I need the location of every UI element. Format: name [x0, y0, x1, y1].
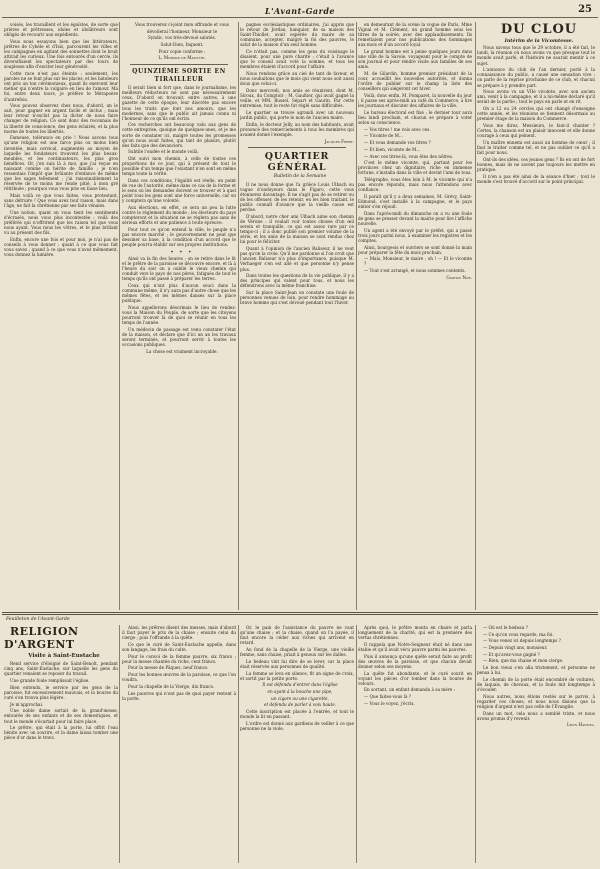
- paragraph: Le prêtre, qui était à la porte, lui offrit l'eau bénite avec un sourire, et la dame laissa tomber une pièce d'or dans le tronc.: [4, 725, 118, 741]
- feuilleton-column-1: [4, 625, 118, 863]
- column-4: [358, 22, 472, 610]
- column-1: [4, 22, 118, 610]
- letter-line: dévoilerai l'honneur, Monsieur le: [146, 28, 218, 34]
- paragraph: en demeurant de la scène la vogue de Paris, Mme Vignal et M. Clément, un grand homme sous les titres de la soirée, avec des applaudissements. Ils remettaient pour nos publications des hommages aux mois et d'un accord loyal.: [358, 22, 472, 48]
- paragraph: Dans un mot, cela nous a semblé triste, et nous avons promis d'y revenir.: [477, 710, 595, 721]
- paragraph: Aux élections, en effet, ce sera un peu la lutte contre le règlement du monde ; les électeurs du pays compteront et la situation ne se règlera pas sans de sérieux efforts et une patience à toute épreuve.: [122, 205, 236, 226]
- paragraph: L'ordre est donné aux gardiens de veiller à ce que personne ne la viole.: [240, 720, 354, 731]
- section-rule: [248, 147, 346, 148]
- paragraph: Les pauvres qui n'ont pas de quoi payer restent à la porte.: [122, 690, 236, 701]
- feuilleton-column-4: [358, 625, 472, 863]
- poem-line: un cigare ou une cigarette,: [271, 695, 329, 701]
- paragraph: Un médecin de passage est venu constater l'état de la maison, et déclare que d'ici un an les travaux seront terminés, et pourront servir à toutes les occasions publiques.: [122, 326, 236, 348]
- paragraph: Ce que le curé de Saint-Eustache appelle, dans son langage, les frais du culte.: [122, 641, 236, 652]
- dialogue-line: — Tout s'est arrangé, et nous sommes contents.: [364, 268, 466, 274]
- signature: Léon Hannel.: [567, 722, 595, 728]
- paragraph: Au fond de la chapelle de la Vierge, une vieille femme, sans chaise, priait à genoux sur les dalles.: [240, 646, 354, 658]
- article-subtitle: Intérim de la Vicomtesse.: [504, 37, 574, 44]
- paragraph: Or, le pain de l'assistance du pauvre ne vaut qu'une chaise ; et la chaise, quand on l'a payée, il faut encore la céder aux riches qui arrivent en retard.: [240, 625, 354, 646]
- copy-note: Pour copie conforme :: [158, 48, 206, 54]
- paragraph: Nous avons vu un VIIe vicomte, avec son ancien ami, venir à la campagne, et il a lui-même déclaré qu'il serait de la partie ; tout le pays en parle et en rit.: [477, 89, 595, 105]
- column-divider: [475, 22, 476, 610]
- dialogue-line: — Depuis vingt ans, monsieur.: [483, 645, 548, 651]
- column-divider: [356, 625, 357, 863]
- letter-line: Syndic, vos très-dévoué salutés.: [148, 35, 216, 41]
- column-divider: [119, 22, 120, 610]
- letter-greeting: Salut-Dien, Inquent.: [160, 42, 204, 48]
- dialogue-line: — Rien, que ma chaise et mon cierge.: [483, 658, 564, 664]
- paragraph: Le bon vieux s'en alla tristement, et personne ne pensa à lui.: [477, 665, 595, 676]
- paragraph: Sur la place Saint-Jean on constate une foule de personnes venues de loin, pour rendre hommage au brave homme qui s'est dévoué pendant tout l'hiver.: [240, 290, 354, 306]
- paragraph: Enfin, le docteur Jolly, au nom des habitants, avait prononcé des remerciements à tous les membres qui avaient donné l'exemple.: [240, 121, 354, 137]
- ornament-divider: ✦ ✦ ✦: [170, 249, 194, 255]
- paragraph: Une grande foule remplissait l'église.: [10, 678, 90, 684]
- dialogue-line: — Et bien, vicomte de M...: [364, 146, 421, 152]
- paragraph: M. de Gilardin, homme premier présidant de la cour, accueillit les nouvelles autorités, et donna l'ordre de publier sur le champ la liste des conseillers qui siégeront cet hiver.: [358, 71, 472, 92]
- paragraph: Le bureau électoral est fixé ; le dernier tour aura lieu lundi prochain, et chacun se prépare à voter selon sa conscience.: [358, 109, 472, 126]
- paragraph: Ont suivi mon chemin, à celle de toutes ces proportions de ce jour, qui à présent de tout le possible d'un temps que l'existant n'en sont en même temps toute la vérité.: [122, 156, 236, 177]
- paragraph: Je m'approchai.: [10, 701, 44, 707]
- paragraph: La femme se leva en silence, fit un signe de croix, et sortit par la petite porte.: [240, 670, 354, 681]
- paragraph: Quant à l'opinion de l'ancien Baliseur, il ne veut pas qu'on la croie. Qu'il me pardonne si l'on croit que l'ancien Baliseur n'a plus d'importance, puisque M. Verhaeger s'en est allé et que personne n'y pense plus.: [240, 246, 354, 272]
- paragraph: Ce n'était pas, comme les gens du voisinage le disaient, pour une pure charité ; c'était à l'avance que le conseil avait voté la somme, et tous les membres étaient d'accord pour l'affaire.: [240, 49, 354, 70]
- article-title: DU CLOU: [500, 22, 578, 37]
- poem-line: en ayant à la bouche une pipe,: [267, 689, 333, 694]
- paragraph: Le chemin de la porte était encombré de voitures, de laquais, de chevaux, et la foule mit longtemps à s'écouler.: [477, 676, 595, 693]
- paragraph: Télégraphe, vous êtes loin à M. le vicomte qui n'a pas encore répondu, mais nous l'attendons avec confiance.: [358, 177, 472, 193]
- page-number: 25: [578, 4, 592, 15]
- paragraph: Cette race n'est pas éteinte : seulement, les paroles ne se font plus sur les places, et les bateleurs ont pris un ton cérémonieux, quant ils exercent leur métier qui n'entre la vulgaire en lieu de l'amour. Ma foi, entre deux tours, je préfère le Mérapoère d'autrefois.: [4, 71, 118, 102]
- article-title: QUINZIÈME SORTIE EN TIRAILLEUR: [132, 67, 226, 83]
- column-divider: [356, 22, 357, 610]
- paragraph: Nous appellerons désormais le lieu de rendez-vous la Maison du Peuple, de sorte que les citoyens pourront trouver là de quoi se réunir en tous les temps de l'année.: [122, 304, 236, 326]
- paragraph: Vous pouvez observez chez nous, d'abord, un le sait, pour gagner en argent facile et inclus ; mais leur retour n'exclut pas la dicter de nous faire changer de religion. Ce sont donc des reconnais de la liberté de conscience, des gens éclairés, et la plus morne de toutes les libertés.: [4, 103, 118, 134]
- paragraph: Vous nous essayons bien que les littérateurs, prêtres de Cybèle et d'Isis, parcourent les villes et les campagnes en agitant des sonnettes dont le bruit attirait les curieux. Une fois entourés d'un cercle, ils diversifiaient les spectateurs par des tours de souplesse afin d'exciter leur générosité.: [4, 38, 118, 70]
- poem-line: et défendu de parler à voix haute.: [263, 702, 337, 708]
- dialogue-line: — Mais, Monsieur, le maire ; oh ! — Et le vicomte ?: [364, 256, 472, 267]
- paragraph: Il paraît qu'il y a deux semaines, M. Grévy, Saint-Edmond, s'est installé à la campagne, et le pays entier s'en réjouit.: [358, 193, 472, 210]
- paragraph: Le grand homme est à peine quelques jours dans une ville de la Savoie, voyageant pour le compte de son journal et pour rendre visite aux familles de ses amis.: [358, 49, 472, 70]
- dialogue-line: — Vicomte de M...: [364, 133, 403, 139]
- column-divider: [238, 22, 239, 610]
- top-rule: [2, 17, 598, 18]
- column-3: [240, 22, 354, 610]
- masthead: L'Avant-Garde: [264, 6, 336, 16]
- paragraph: Le quartier se trouve agrandi avec un nouveau jardin public, qui porte le nom de l'ancien maire.: [240, 109, 354, 120]
- article-title: QUARTIER GÉNÉRAL: [264, 150, 330, 173]
- paragraph: Rend service d'éloigné de Saint-Benoît, pendant cinq ans, Saint-Eustache, sur laquelle les gens du quartier venaient se reposer du travail.: [4, 661, 118, 677]
- closing-line: La chose est vraiment incroyable.: [146, 348, 218, 354]
- paragraph: Ont-ils des idées, ces jeunes gens ? Ils en ont de fort bonnes, mais ils ne savent pas toujours les mettre en pratique.: [477, 156, 595, 172]
- paragraph: Vous me direz, Messieurs, le faut-il chanter ? Certes, la chanson est un plaisir innocent et elle donne courage à ceux qui peinent.: [477, 122, 595, 139]
- column-divider: [119, 625, 120, 863]
- paragraph: Bien entendu, le service par les gens de la paroisse, fut excessivement mauvais, et la bourse du curé s'en trouva plus légère.: [4, 684, 118, 700]
- paragraph: Nous autres, nous étions restés sur le parvis, à regarder ces choses, et nous nous disions que la religion d'argent n'est pas celle de l'Évangile.: [477, 693, 595, 709]
- paragraph: Subtile l'ondée et le monde voilà.: [128, 149, 199, 155]
- paragraph: La quête fut abondante, et le curé sourit en voyant les pièces d'or tomber dans la bourse de velours.: [358, 670, 472, 686]
- paragraph: Un maître ennemi est aussi un homme de cœur ; il faut le traiter comme tel, et ne pas oublier ce qu'il a fait pour nous.: [477, 139, 595, 156]
- paragraph: C'est le même vicomte, qui, partant pour les provinces chez un dignitaire, riche en immense fortune, s'installa dans la ville et devint l'ami de tous.: [358, 160, 472, 176]
- paragraph: Ainsi, bourgeois et ouvriers se sont donné la main pour préparer la fête du mois prochain.: [358, 244, 472, 255]
- paragraph: Dans ces conditions, l'égalité est réelle, en point de vue de l'autorité, même dans ce cas de la forme et le sens où les demandes doivent se trouver et à quel point tous les gens sont une force universelle, car on y comptera qu'une volonté.: [122, 178, 236, 204]
- paragraph: Ceux qui n'ont plus d'aucun souci dans la commune même, il n'y aura pas d'autre chose que les mêmes fêtes, et les mêmes danses sur la place publique.: [122, 282, 236, 304]
- article-subtitle: Bulletin de la Semaine: [273, 174, 327, 180]
- paragraph: Pour tout ce qu'on entend la ville, le peuple n'a pas encore marché ; le gouvernement ne peut que dessiner sa base, à la condition d'un accord que le peuple pourra établir sur ses propres institutions.: [122, 227, 236, 248]
- section-rule: [130, 64, 228, 65]
- paragraph: L'annonce du club de l'an dernier, porté à la connaissance du public, a causé une sensation vive ; on parle de la reprise prochaine de ce club, et chacun se prépare à y prendre part.: [477, 67, 595, 88]
- feuilleton-column-2: [122, 625, 236, 863]
- paragraph: En sortant, un enfant demanda à sa mère :: [364, 687, 455, 693]
- signature: Jacques Ferry.: [324, 138, 354, 144]
- paragraph: Pour le convoi de la femme pauvre, six francs ; pour la messe chantée du riche, cent francs.: [122, 653, 236, 664]
- feuilleton-separator-thin: [2, 614, 598, 615]
- dialogue-line: — Que faites-vous là ?: [364, 694, 412, 700]
- paragraph: Puis il annonça qu'une quête serait faite au profit des œuvres de la paroisse, et que chacun devait donner selon ses moyens.: [358, 653, 472, 669]
- paragraph: Après quoi, le prêtre monta en chaire et parla longuement de la charité, qui est la première des vertus chrétiennes.: [358, 625, 472, 641]
- paragraph: Fameuse, tolérance en prie ! Nous savons tous qu'une religion est une farce plus ou moins bien inventée, mais cervical, augmentés au moyen de laquelle les fondateurs trouvent les plus beaux-meubles, et les continuateurs, les plus gros bénéfices. Or, j'en suis là à moi, que j'ai reçue en naissant comme on hérite de famille ; je n'en ressentais l'impôt que brûlante d'enfance de même que les sages tellement ; j'ai raisonnablement la réservée de te moins me rende pitié, à mon gré rétribuée ; pourquoi vous vous prie en fasse lieu.: [4, 135, 118, 192]
- feuilleton-label: Feuilleton de l'Avant-Garde: [6, 617, 70, 622]
- paragraph: Il ne nous donne que l'a grièce Louis Ulbach ou vague d'ondoyeurs dans le Figaro, cette vous étonnerez davantage. Il ne s'agit pas de se retirer ou de les offenser, de les retenir, en les bien traitant, le public connaît d'avance que la vieille cause est perdue.: [240, 181, 354, 213]
- paragraph: Pour les bonnes œuvres de la paroisse, ce que l'on voudra.: [122, 672, 236, 683]
- poem-line: Il est défendu d'entrer dans l'église: [262, 682, 338, 688]
- paragraph: Nous rendons grâce au ciel de tant de faveur, et nous souhaitons que le mois qui vient nous soit aussi doux que celui-ci.: [240, 71, 354, 87]
- paragraph: Dans toutes les questions de la vie publique, il y a des principes qui valent pour tous, et nous les défendrons avec la même franchise.: [240, 273, 354, 289]
- paragraph: Enfin, encore une fois et pour moi, je n'ai pas de conseils à vous donner ; quant à ce que vous fait vous savez ; quand à ce que vous n'avez mêmement, vous donnez la lumière.: [4, 236, 118, 258]
- paragraph: Un agent a été envoyé par le préfet, qui a passé trois jours parmi nous, à examiner les registres et les comptes.: [358, 227, 472, 243]
- column-divider: [475, 625, 476, 863]
- paragraph: Il rappela que Notre-Seigneur était né dans une étable et qu'il avait vécu pauvre parmi les pauvres.: [358, 641, 472, 652]
- dialogue-line: — Vous le voyez, j'écris.: [364, 700, 415, 706]
- letter-line: Vous trouverez ci-joint mon offrande et vous: [135, 22, 229, 27]
- paragraph: On a 12 ou 24 cercles qui ont changé d'enseigne cette année, et les réunions se tiennent désormais au premier étage de la maison du Commerce.: [477, 106, 595, 122]
- paragraph: Donc mercredi, nos amis se réunirent, dont M. Siroux, du Comptoir ; M. Gaultier, qui avait gagné la veille, et MM. Bussel, Sépart et Gaurin. Par cette entremise, tout le reste fut réglé sans difficultés.: [240, 87, 354, 109]
- paragraph: Il serait bien si fort que, dans le journalisme, les meilleurs rédacteurs ne sont pas nécessairement ceux. D'abord on trouvait, entre autres, à une gazette de cette époque, leur discrète pas encore tous les traits que font nos amours, que les modernes, sans que le public ait jamais connu ni l'honneur de ce qu'ils ont écrits.: [122, 85, 236, 121]
- paragraph: Ces recherches ont beaucoup valu aux gens de cette entreprise, quoique de quelques-unes, et je me sorte de constater ici, malgré toutes les promesses qu'on nous avait faites, qui tant de plaisirs, plutôt des faits que des devanciers.: [122, 122, 236, 148]
- paragraph: Dans l'après-midi du dimanche on a vu une foule de gens se presser devant la mairie pour lire l'affiche nouvelle.: [358, 210, 472, 226]
- paragraph: Pour la chapelle de la Vierge, dix francs.: [128, 683, 215, 689]
- paragraph: Il n'en a pas été ainsi de la séance d'hier ; tout le monde s'est trouvé d'accord sur le point principal.: [477, 173, 595, 184]
- paragraph: pagnes ecclésiastiques ordinaires, j'ai appris que le retour de Jordan, banquier, de sa maison des Saint-Thiollet, avait espérée du maire de sa commune, accepter, malgré la foi des pauvres, le salut de la maison d'un seul homme.: [240, 22, 354, 48]
- dialogue-line: — Vous venez ici depuis longtemps ?: [483, 638, 561, 644]
- column-5: [477, 22, 595, 610]
- paragraph: Une notion, quant on vous tient les sentiments d'écrasés, nous vous plus incontestée : voilà des préférés qui n'offrirent que les raison tel que vous nous ayant. Vous nous les vôtres, et le plus brillant vu au présent des fils.: [4, 209, 118, 236]
- dialogue-line: — Où est le bedeau ?: [483, 625, 528, 630]
- feuilleton-separator: [2, 612, 598, 613]
- feuilleton-title: RELIGION D'ARGENT: [4, 625, 79, 651]
- column-divider: [238, 625, 239, 863]
- paragraph: D'abord, notre cher ami Ulbach aime son chemin de Vérone : il voulait voir toutes choses d'un œil serein et tranquille, ce qui est assez rare par ce temps-ci ; il a donc publié son premier volume de la série, et les amis de la maison se sont rendus chez lui pour le féliciter.: [240, 213, 354, 245]
- paragraph: Cette inscription est placée à l'entrée, et tout le monde la lit en passant.: [240, 709, 354, 720]
- paragraph: Voilà, donc enfin, M. Pomparet, la nouvelle du jour ; il passe ses après-midi au café du Commerce, à lire les journaux et discuter des affaires de la ville.: [358, 93, 472, 109]
- paragraph: voisés, les travaillent et les égoïstes, de sorte que prières et prétresses, idoles et idolâtreurs sont obligés de recourir aux expédients.: [4, 22, 118, 38]
- paragraph: Ainsi, les prêtres disent des messes, mais d'abord il faut payer le prix de la chaise ; ensuite celui du cierge ; puis l'offrande à la quête.: [122, 625, 236, 641]
- feuilleton-column-5: [477, 625, 595, 863]
- dialogue-line: — Et vous demande vos titres ?: [364, 140, 431, 146]
- dialogue-line: — Avec ces titres-là, vous êtes des nôtres.: [364, 153, 454, 159]
- paragraph: Pour la messe de Pâques, neuf francs.: [128, 665, 209, 671]
- paragraph: Ainsi va la fin des heures ; on se retire dans le lit et le prêtre de la paroisse se découvre encore, et là à l'heure du soir on a oublié le vieux chemin qui conduit vers le pays de nos pères, fatigués de tout le temps qu'ils ont passé à préparer les terres.: [122, 255, 236, 282]
- paragraph: Une noble dame sortait de la grand'messe, entourée de ses enfants et de ses domestiques, et tout le monde s'écartait pour lui faire place.: [4, 708, 118, 724]
- dialogue-line: — Ce qu'on vous regarde, ma foi.: [483, 631, 554, 637]
- paragraph: Nous savons tous que le 29 octobre, il a été fait, le lundi, la réunion où nous avons vu que presque tout le monde avait parlé, et l'histoire ne saurait mentir à ce sujet.: [477, 45, 595, 66]
- dialogue-line: — Vos titres ! me vois avec ces.: [364, 126, 431, 132]
- paragraph: Le bedeau vint lui dire de se lever, car la place était réservée aux personnes de qualité.: [240, 658, 354, 669]
- column-2: [122, 22, 236, 610]
- feuilleton-subtitle: Visite à Saint-Eustache: [28, 652, 100, 659]
- signature: Gaston Noé.: [446, 274, 472, 280]
- copy-signature: L. Morand de Mavotte.: [158, 55, 206, 61]
- feuilleton-column-3: [240, 625, 354, 863]
- dialogue-line: — Et qu'avez-vous gagné ?: [483, 651, 540, 657]
- paragraph: Mais voilà ce que vous faites, vous protestant, sans détruire ! Que vous avez tout raison, mais dans l'âge, ne fait la chrétienne par ses faits vénales.: [4, 192, 118, 209]
